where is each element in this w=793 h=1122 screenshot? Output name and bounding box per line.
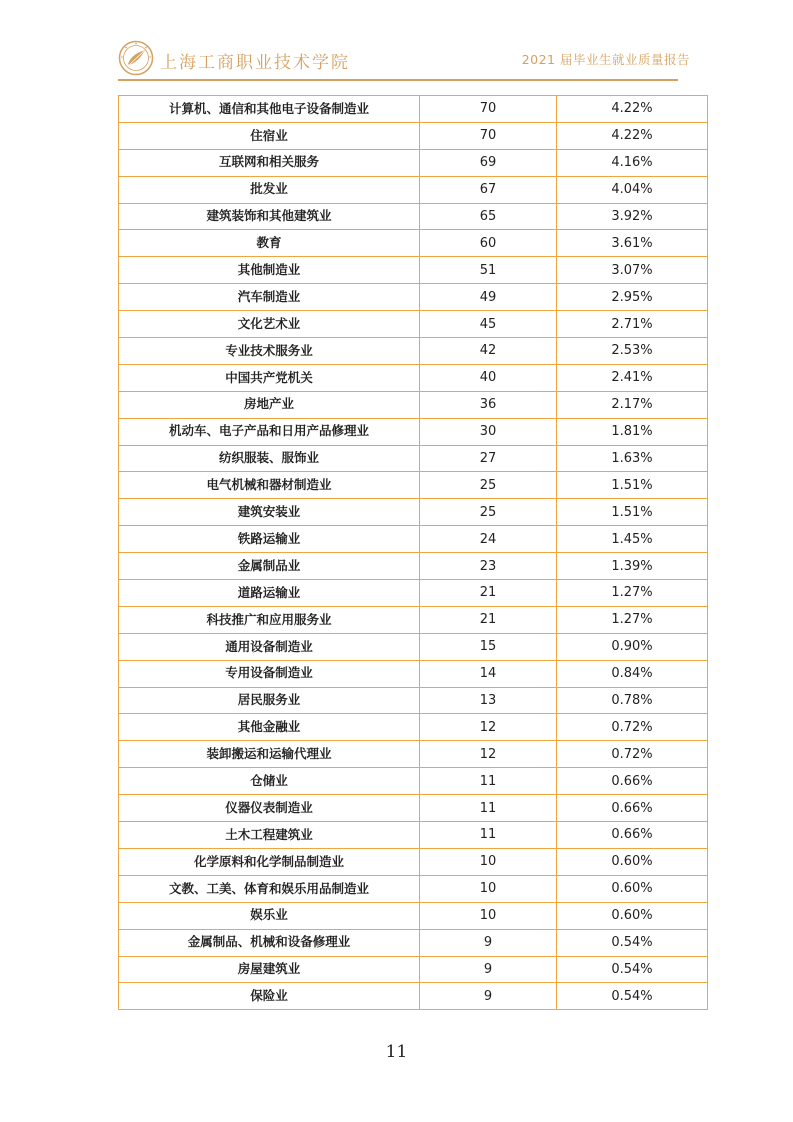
industry-cell: 道路运输业	[119, 580, 420, 607]
industry-cell: 建筑装饰和其他建筑业	[119, 203, 420, 230]
percent-cell: 0.66%	[557, 795, 708, 822]
industry-cell: 土木工程建筑业	[119, 822, 420, 849]
table-row	[119, 848, 708, 875]
industry-cell: 铁路运输业	[119, 526, 420, 553]
industry-distribution-table	[118, 95, 708, 1010]
count-cell: 14	[420, 660, 557, 687]
industry-cell: 专用设备制造业	[119, 660, 420, 687]
count-cell: 15	[420, 633, 557, 660]
industry-cell: 专业技术服务业	[119, 338, 420, 365]
industry-cell: 机动车、电子产品和日用产品修理业	[119, 418, 420, 445]
count-cell: 27	[420, 445, 557, 472]
table-row	[119, 526, 708, 553]
table-row	[119, 795, 708, 822]
count-cell: 11	[420, 822, 557, 849]
table-row	[119, 338, 708, 365]
industry-cell: 文教、工美、体育和娱乐用品制造业	[119, 875, 420, 902]
industry-cell: 计算机、通信和其他电子设备制造业	[119, 96, 420, 123]
count-cell: 24	[420, 526, 557, 553]
percent-cell: 0.66%	[557, 768, 708, 795]
industry-cell: 文化艺术业	[119, 311, 420, 338]
percent-cell: 2.95%	[557, 284, 708, 311]
industry-cell: 娱乐业	[119, 902, 420, 929]
industry-cell: 科技推广和应用服务业	[119, 606, 420, 633]
percent-cell: 3.07%	[557, 257, 708, 284]
count-cell: 49	[420, 284, 557, 311]
count-cell: 9	[420, 956, 557, 983]
percent-cell: 1.81%	[557, 418, 708, 445]
table-row	[119, 176, 708, 203]
count-cell: 11	[420, 795, 557, 822]
industry-cell: 纺织服装、服饰业	[119, 445, 420, 472]
percent-cell: 0.72%	[557, 714, 708, 741]
count-cell: 65	[420, 203, 557, 230]
industry-cell: 房地产业	[119, 391, 420, 418]
percent-cell: 0.54%	[557, 929, 708, 956]
industry-cell: 通用设备制造业	[119, 633, 420, 660]
report-title: 2021 届毕业生就业质量报告	[521, 52, 690, 67]
count-cell: 67	[420, 176, 557, 203]
count-cell: 10	[420, 848, 557, 875]
percent-cell: 0.60%	[557, 875, 708, 902]
count-cell: 51	[420, 257, 557, 284]
table-row	[119, 956, 708, 983]
count-cell: 23	[420, 553, 557, 580]
table-row	[119, 902, 708, 929]
percent-cell: 3.92%	[557, 203, 708, 230]
count-cell: 21	[420, 580, 557, 607]
count-cell: 40	[420, 364, 557, 391]
table-row	[119, 983, 708, 1010]
table-row	[119, 687, 708, 714]
count-cell: 69	[420, 149, 557, 176]
table-row	[119, 741, 708, 768]
count-cell: 10	[420, 902, 557, 929]
industry-cell: 建筑安装业	[119, 499, 420, 526]
page-number: 11	[385, 1042, 408, 1062]
table-row	[119, 311, 708, 338]
percent-cell: 2.71%	[557, 311, 708, 338]
count-cell: 30	[420, 418, 557, 445]
count-cell: 70	[420, 96, 557, 123]
count-cell: 9	[420, 929, 557, 956]
count-cell: 45	[420, 311, 557, 338]
table-row	[119, 364, 708, 391]
industry-cell: 金属制品业	[119, 553, 420, 580]
table-row	[119, 418, 708, 445]
count-cell: 12	[420, 714, 557, 741]
industry-cell: 批发业	[119, 176, 420, 203]
table-row	[119, 822, 708, 849]
industry-cell: 电气机械和器材制造业	[119, 472, 420, 499]
percent-cell: 0.54%	[557, 983, 708, 1010]
industry-cell: 金属制品、机械和设备修理业	[119, 929, 420, 956]
industry-cell: 互联网和相关服务	[119, 149, 420, 176]
industry-cell: 居民服务业	[119, 687, 420, 714]
table-row	[119, 929, 708, 956]
count-cell: 11	[420, 768, 557, 795]
industry-cell: 住宿业	[119, 122, 420, 149]
percent-cell: 0.54%	[557, 956, 708, 983]
count-cell: 21	[420, 606, 557, 633]
percent-cell: 4.16%	[557, 149, 708, 176]
industry-cell: 仓储业	[119, 768, 420, 795]
percent-cell: 1.45%	[557, 526, 708, 553]
count-cell: 36	[420, 391, 557, 418]
table-row	[119, 580, 708, 607]
percent-cell: 0.78%	[557, 687, 708, 714]
header-divider	[118, 79, 678, 81]
percent-cell: 0.60%	[557, 848, 708, 875]
industry-cell: 中国共产党机关	[119, 364, 420, 391]
page-header	[118, 40, 690, 76]
count-cell: 10	[420, 875, 557, 902]
industry-cell: 化学原料和化学制品制造业	[119, 848, 420, 875]
count-cell: 12	[420, 741, 557, 768]
percent-cell: 0.66%	[557, 822, 708, 849]
count-cell: 13	[420, 687, 557, 714]
table-row	[119, 96, 708, 123]
industry-cell: 汽车制造业	[119, 284, 420, 311]
table-row	[119, 472, 708, 499]
table-row	[119, 122, 708, 149]
percent-cell: 2.53%	[557, 338, 708, 365]
percent-cell: 0.72%	[557, 741, 708, 768]
table-row	[119, 633, 708, 660]
table-row	[119, 257, 708, 284]
count-cell: 25	[420, 499, 557, 526]
percent-cell: 1.51%	[557, 499, 708, 526]
school-emblem-icon	[118, 40, 154, 76]
table-row	[119, 149, 708, 176]
percent-cell: 1.39%	[557, 553, 708, 580]
percent-cell: 0.60%	[557, 902, 708, 929]
industry-cell: 其他金融业	[119, 714, 420, 741]
table-row	[119, 875, 708, 902]
percent-cell: 2.41%	[557, 364, 708, 391]
table-row	[119, 230, 708, 257]
table-row	[119, 606, 708, 633]
count-cell: 25	[420, 472, 557, 499]
count-cell: 42	[420, 338, 557, 365]
percent-cell: 1.27%	[557, 606, 708, 633]
table-row	[119, 391, 708, 418]
percent-cell: 1.63%	[557, 445, 708, 472]
table-row	[119, 553, 708, 580]
industry-cell: 装卸搬运和运输代理业	[119, 741, 420, 768]
percent-cell: 1.51%	[557, 472, 708, 499]
percent-cell: 0.90%	[557, 633, 708, 660]
industry-cell: 仪器仪表制造业	[119, 795, 420, 822]
industry-cell: 房屋建筑业	[119, 956, 420, 983]
percent-cell: 0.84%	[557, 660, 708, 687]
count-cell: 60	[420, 230, 557, 257]
school-name: 上海工商职业技术学院	[160, 53, 350, 73]
count-cell: 9	[420, 983, 557, 1010]
table-row	[119, 714, 708, 741]
percent-cell: 2.17%	[557, 391, 708, 418]
count-cell: 70	[420, 122, 557, 149]
table-row	[119, 284, 708, 311]
industry-cell: 教育	[119, 230, 420, 257]
percent-cell: 1.27%	[557, 580, 708, 607]
table-row	[119, 203, 708, 230]
table-body	[119, 96, 708, 1010]
percent-cell: 4.22%	[557, 122, 708, 149]
percent-cell: 4.04%	[557, 176, 708, 203]
percent-cell: 3.61%	[557, 230, 708, 257]
table-row	[119, 660, 708, 687]
percent-cell: 4.22%	[557, 96, 708, 123]
industry-cell: 保险业	[119, 983, 420, 1010]
table-row	[119, 499, 708, 526]
table-row	[119, 768, 708, 795]
industry-cell: 其他制造业	[119, 257, 420, 284]
table-row	[119, 445, 708, 472]
